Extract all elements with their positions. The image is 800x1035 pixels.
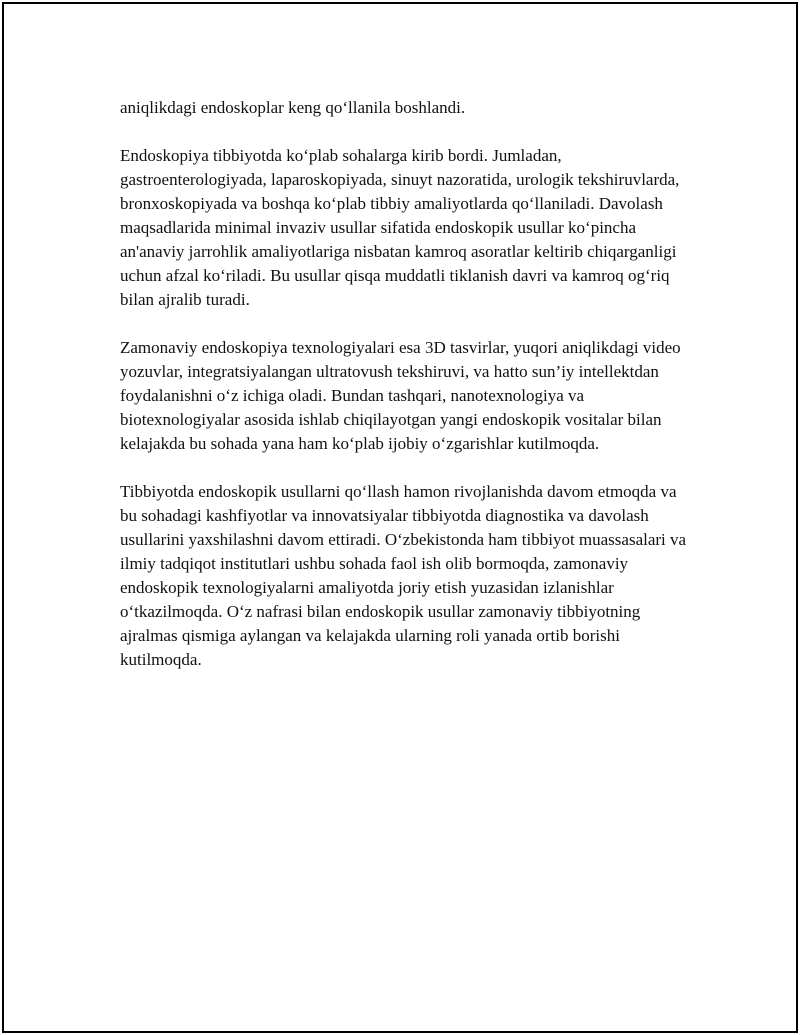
paragraph-1: aniqlikdagi endoskoplar keng qo‘llanila boshlandi.: [120, 98, 466, 117]
paragraph-4: Tibbiyotda endoskopik usullarni qo‘llash hamon rivojlanishda davom etmoqda va bu sohadagi kashfiyotlar va innovatsiyalar tibbiyotda diagnostika va davolash usullarini yaxshilashni davom ettiradi. O‘zbekistonda ham tibbiyot muassasalari va ilmiy tadqiqot institutlari ushbu sohada faol ish olib bormoqda, zamonaviy endoskopik texnologiyalarni amaliyotda joriy etish yuzasidan izlanishlar o‘tkazilmoqda. O‘z nafrasi bilan endoskopik usullar zamonaviy tibbiyotning ajralmas qismiga aylangan va kelajakda ularning roli yanada ortib borishi kutilmoqda.: [120, 482, 687, 669]
paragraph-3: Zamonaviy endoskopiya texnologiyalari esa 3D tasvirlar, yuqori aniqlikdagi video yozuvlar, integratsiyalangan ultratovush tekshiruvi, va hatto sun’iy intellektdan foydalanishni o‘z ichiga oladi. Bundan tashqari, nanotexnologiya va biotexnologiyalar asosida ishlab chiqilayotgan yangi endoskopik vositalar bilan kelajakda bu sohada yana ham ko‘plab ijobiy o‘zgarishlar kutilmoqda.: [120, 338, 681, 453]
paragraph-2: Endoskopiya tibbiyotda ko‘plab sohalarga kirib bordi. Jumladan, gastroenterologiyada, laparoskopiyada, sinuyt nazoratida, urologik tekshiruvlarda, bronxoskopiyada va boshqa ko‘plab tibbiy amaliyotlarda qo‘llaniladi. Davolash maqsadlarida minimal invaziv usullar sifatida endoskopik usullar ko‘pincha an'anaviy jarrohlik amaliyotlariga nisbatan kamroq asoratlar keltirib chiqarganligi uchun afzal ko‘riladi. Bu usullar qisqa muddatli tiklanish davri va kamroq og‘riq bilan ajralib turadi.: [120, 146, 680, 309]
document-page: [2, 2, 798, 1033]
document-body: [120, 96, 692, 696]
